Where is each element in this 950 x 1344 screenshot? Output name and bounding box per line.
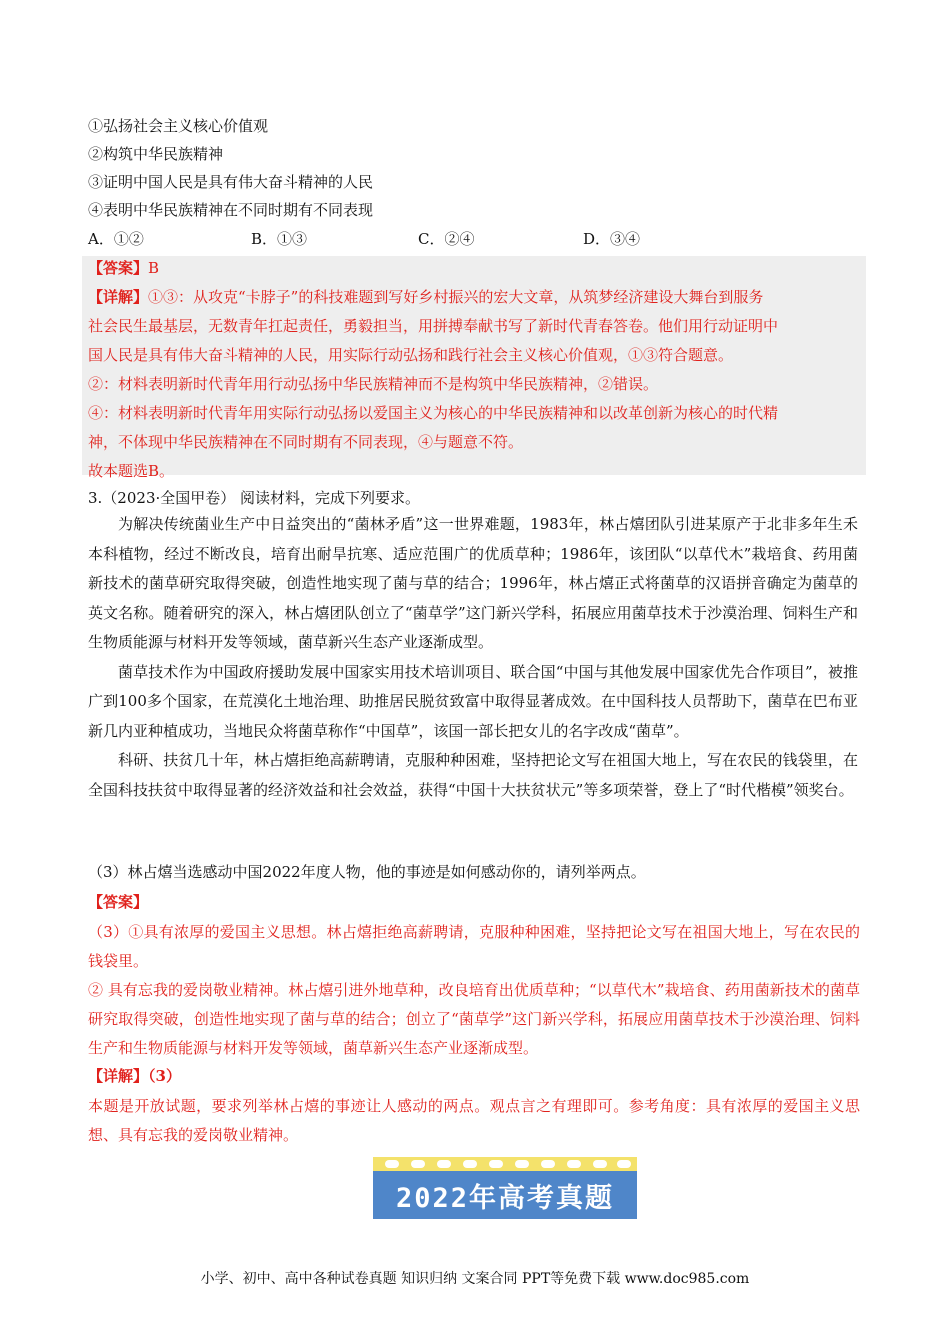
q2-detail-line-1 — [88, 287, 763, 307]
footer-text: 小学、初中、高中各种试卷真题 知识归纳 文案合同 PPT等免费下载 www.doc985.com — [200, 1271, 750, 1287]
material-paragraph-2: 菌草技术作为中国政府援助发展中国家实用技术培训项目、联合国“中国与其他发展中国家优先合作项目”，被推广到100多个国家，在荒漠化土地治理、助推居民脱贫致富中取得显著成效。在中国科技人员帮助下，菌草在巴布亚新几内亚种植成功，当地民众将菌草称作“中国草”，该国一部长把女儿的名字改成“菌草”。 — [88, 662, 858, 740]
banner-dots-decoration — [373, 1157, 637, 1171]
q2-detail-label: 【详解】 — [88, 288, 149, 306]
statement-4: ④表明中华民族精神在不同时期有不同表现 — [88, 201, 374, 219]
q3-detail-label: 【详解】（3） — [88, 1067, 181, 1085]
statement-2: ②构筑中华民族精神 — [88, 145, 224, 163]
q2-detail-line-5: ④：材料表明新时代青年用实际行动弘扬以爱国主义为核心的中华民族精神和以改革创新为核心的时代精 — [88, 404, 779, 422]
q3-answer-label: 【答案】 — [88, 893, 149, 911]
statement-3: ③证明中国人民是具有伟大奋斗精神的人民 — [88, 173, 374, 191]
q2-detail-line-4: ②：材料表明新时代青年用行动弘扬中华民族精神而不是构筑中华民族精神，②错误。 — [88, 375, 659, 393]
q2-answer-value: B — [148, 259, 160, 277]
q2-detail-line-3: 国人民是具有伟大奋斗精神的人民，用实际行动弘扬和践行社会主义核心价值观，①③符合题意。 — [88, 346, 734, 364]
banner-title: 2022年高考真题 — [395, 1182, 615, 1214]
q2-answer-label: 【答案】 — [88, 259, 149, 277]
q2-detail-line-6: 神，不体现中华民族精神在不同时期有不同表现，④与题意不符。 — [88, 433, 524, 451]
q2-detail-line-7: 故本题选B。 — [88, 462, 175, 480]
material-paragraph-1: 为解决传统菌业生产中日益突出的“菌林矛盾”这一世界难题，1983年，林占熺团队引进某原产于北非多年生禾本科植物，经过不断改良，培育出耐旱抗寒、适应范围广的优质草种；1986年，该团队“以草代木”栽培食、药用菌新技术的菌草研究取得突破，创造性地实现了菌与草的结合；1996年，林占熺正式将菌草的汉语拼音确定为菌草的英文名称。随着研究的深入，林占熺团队创立了“菌草学”这门新兴学科，拓展应用菌草技术于沙漠治理、饲料生产和生物质能源与材料开发等领域，菌草新兴生态产业逐渐成型。 — [88, 515, 858, 651]
choice-a: A．①② — [88, 230, 144, 248]
q2-detail-text-1: ①③：从攻克“卡脖子”的科技难题到写好乡村振兴的宏大文章，从筑梦经济建设大舞台到服务 — [148, 288, 764, 306]
choice-c: C．②④ — [418, 230, 475, 248]
q3-detail-text: 本题是开放试题，要求列举林占熺的事迹让人感动的两点。观点言之有理即可。参考角度：具有浓厚的爱国主义思想、具有忘我的爱岗敬业精神。 — [88, 1097, 860, 1144]
q3-material — [88, 510, 858, 805]
choice-b: B．①③ — [251, 230, 308, 248]
q3-answer-2: ② 具有忘我的爱岗敬业精神。林占熺引进外地草种，改良培育出优质草种；“以草代木”栽培食、药用菌新技术的菌草研究取得突破，创造性地实现了菌与草的结合；创立了“菌草学”这门新兴学科，拓展应用菌草技术于沙漠治理、饲料生产和生物质能源与材料开发等领域，菌草新兴生态产业逐渐成型。 — [88, 981, 860, 1057]
q3-question: （3）林占熺当选感动中国2022年度人物，他的事迹是如何感动你的，请列举两点。 — [88, 863, 646, 881]
statement-1: ①弘扬社会主义核心价值观 — [88, 117, 269, 135]
material-paragraph-3: 科研、扶贫几十年，林占熺拒绝高薪聘请，克服种种困难，坚持把论文写在祖国大地上，写在农民的钱袋里，在全国科技扶贫中取得显著的经济效益和社会效益，获得“中国十大扶贫状元”等多项荣誉，登上了“时代楷模”领奖台。 — [88, 751, 858, 799]
q2-detail-line-2: 社会民生最基层，无数青年扛起责任，勇毅担当，用拼搏奉献书写了新时代青春答卷。他们用行动证明中 — [88, 317, 779, 335]
choice-d: D．③④ — [583, 230, 641, 248]
q3-answer-1: （3）①具有浓厚的爱国主义思想。林占熺拒绝高薪聘请，克服种种困难，坚持把论文写在祖国大地上，写在农民的钱袋里。 — [88, 923, 860, 970]
q2-answer-line — [88, 258, 159, 278]
q3-header: 3.（2023·全国甲卷） 阅读材料，完成下列要求。 — [88, 489, 421, 507]
